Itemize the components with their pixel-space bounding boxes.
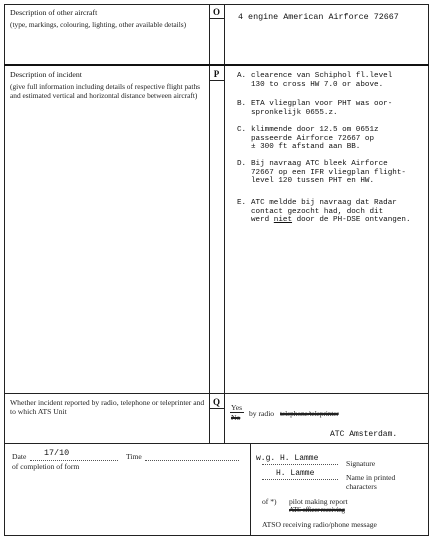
date-value: 17/10: [44, 448, 70, 458]
reported-by-radio: by radio: [249, 409, 275, 418]
item-line: ATC meldde bij navraag dat Radar: [251, 199, 397, 207]
frame-bottom: [4, 535, 429, 536]
item-line: 72667 op een IFR vliegplan flight-: [251, 168, 406, 177]
item-line-3-pre: werd: [251, 216, 274, 225]
reported-struck-options: telephone/teleprinter: [280, 409, 339, 418]
reported-label: Whether incident reported by radio, telephone or teleprinter and to which ATS Unit: [10, 398, 205, 417]
item-letter: A.: [237, 72, 247, 80]
item-line: klimmende door 12.5 om 0651z: [251, 126, 379, 134]
other-aircraft-detail: (type, markings, colouring, lighting, other available details): [10, 20, 187, 29]
yes-no-divider: [230, 412, 244, 413]
code-box-p-bottom: [209, 80, 225, 81]
item-line: 130 to cross HW 7.0 or above.: [251, 80, 384, 89]
incident-title: Description of incident: [10, 70, 82, 79]
item-letter: D.: [237, 160, 247, 168]
date-label: Date: [12, 452, 27, 461]
item-line: contact gezocht had, doch dit: [251, 207, 384, 216]
item-line: passeerde Airforce 72667 op: [251, 134, 375, 143]
signature-label: Signature: [346, 459, 376, 468]
printed-dots: [262, 479, 338, 480]
item-line-3: [251, 216, 411, 225]
atso-label: ATSO receiving radio/phone message: [262, 520, 377, 529]
printed-label: Name in printed characters: [346, 473, 396, 492]
reported-no-struck: No: [231, 413, 241, 422]
code-o: O: [212, 7, 220, 17]
frame-left: [4, 4, 5, 536]
date-dots: [30, 460, 118, 461]
pilot-label: pilot making report: [289, 497, 348, 506]
code-box-o-bottom: [209, 18, 225, 19]
item-line: ETA vliegplan voor PHT was oor-: [251, 100, 393, 108]
item-line: clearence van Schiphol fl.level: [251, 72, 393, 80]
item-line-3-underlined: niet: [273, 216, 293, 225]
item-letter: E.: [237, 199, 247, 207]
reported-unit: ATC Amsterdam.: [330, 430, 398, 439]
pilot-struck: ATS officer receiving: [289, 506, 345, 514]
completion-label: of completion of form: [12, 462, 80, 471]
code-box-q-bottom: [209, 408, 225, 409]
reported-yes: Yes: [231, 403, 243, 412]
other-aircraft-title: Description of other aircraft: [10, 8, 98, 17]
row-divider-3: [4, 443, 429, 444]
incident-detail: (give full information including details of respective flight paths and estimated vertical and horizontal distance between aircraft): [10, 82, 201, 101]
printed-name: H. Lamme: [276, 469, 315, 478]
frame-top: [4, 4, 429, 5]
time-dots: [145, 460, 239, 461]
item-line: Bij navraag ATC bleek Airforce: [251, 160, 388, 168]
row-divider-2: [4, 393, 429, 394]
code-q: Q: [212, 397, 220, 407]
item-line-3-post: door de PH-DSE ontvangen.: [292, 216, 411, 225]
row-divider-1: [4, 64, 429, 66]
column-divider-code: [224, 4, 225, 444]
of-label: of *): [262, 497, 277, 506]
item-letter: C.: [237, 126, 247, 134]
item-line: ± 300 ft afstand aan BB.: [251, 143, 361, 152]
item-line: level 120 tussen PHT en HW.: [251, 177, 375, 186]
bottom-divider: [250, 443, 251, 536]
other-aircraft-entry: 4 engine American Airforce 72667: [238, 12, 399, 22]
signature-name: w.g. H. Lamme: [256, 454, 319, 463]
item-letter: B.: [237, 100, 247, 108]
code-p: P: [213, 69, 220, 79]
signature-dots: [262, 464, 338, 465]
item-line: spronkelijk 0655.z.: [251, 108, 338, 117]
time-label: Time: [126, 452, 142, 461]
frame-right: [428, 4, 429, 536]
